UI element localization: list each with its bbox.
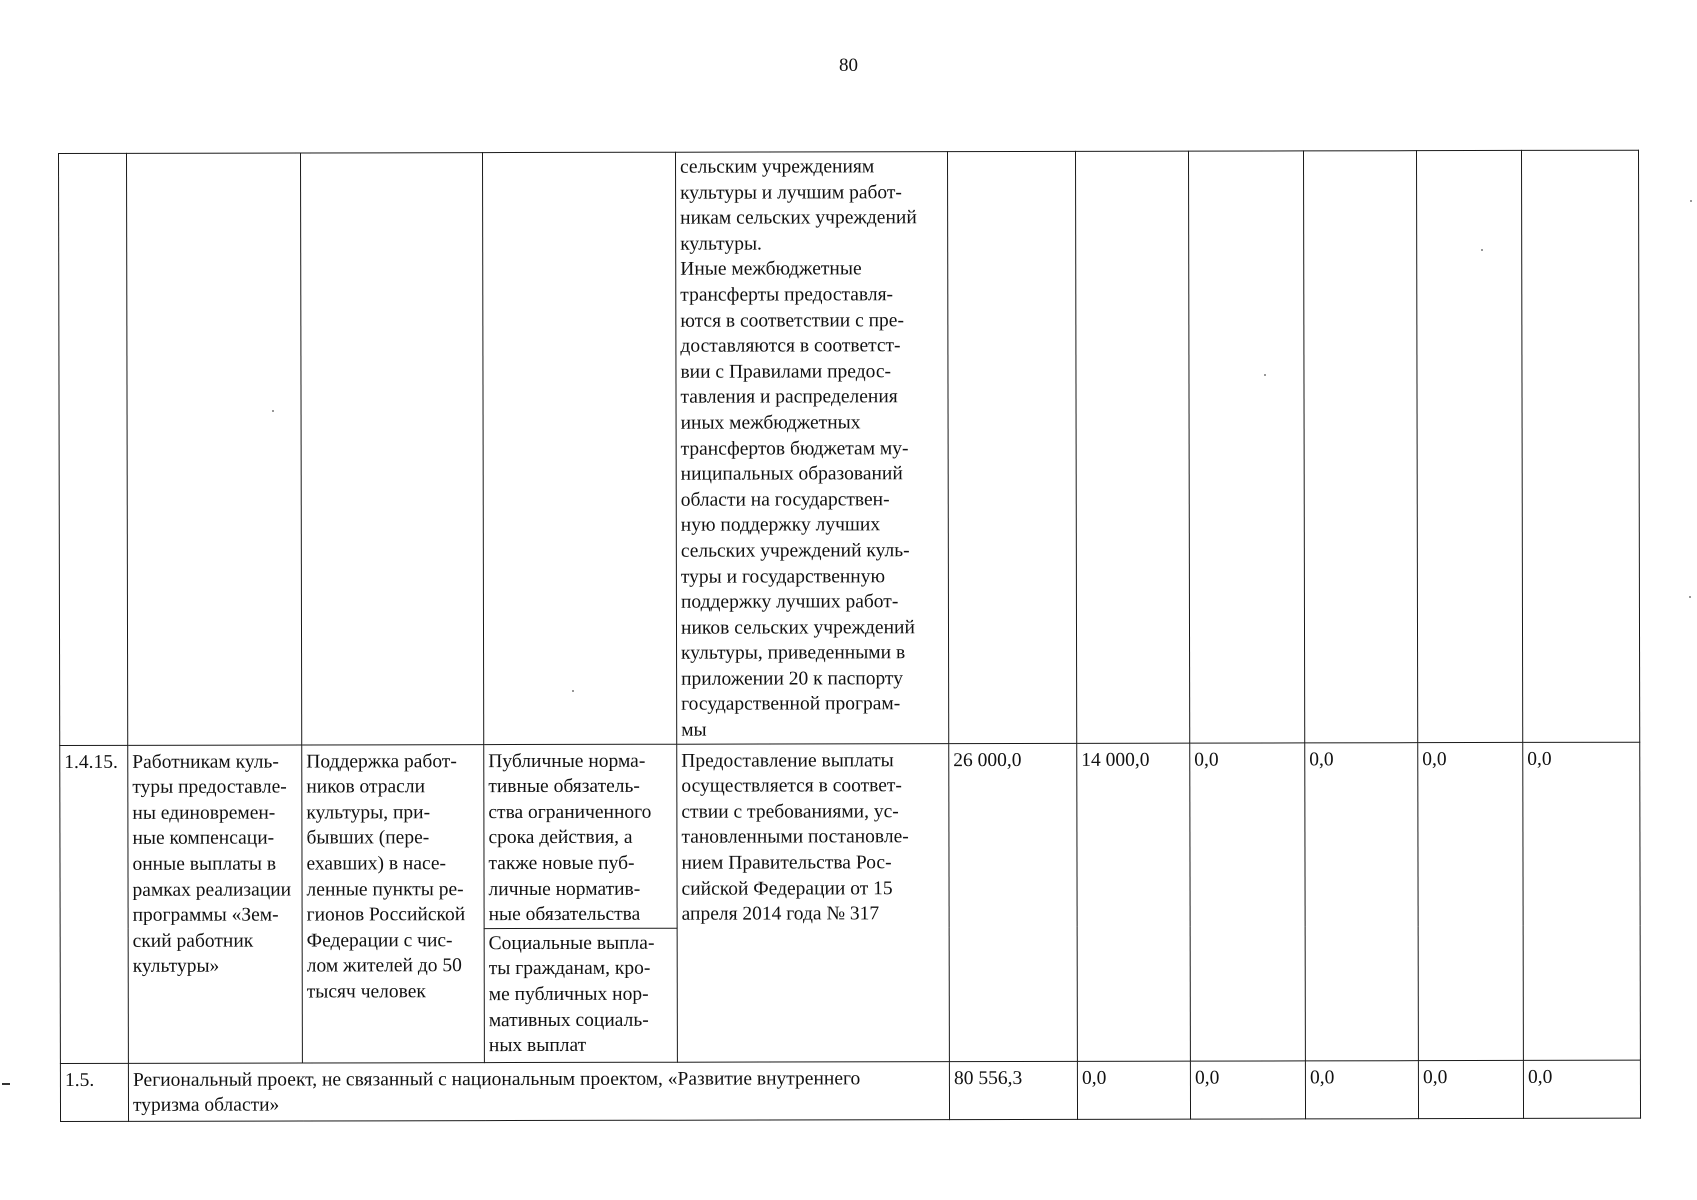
scan-speck (572, 690, 574, 692)
mechanism-cell: сельским учреждениям культуры и лучшим работ- никам сельских учреждений культуры. Иные межбюджетные трансферты предоставля- ются в соответствии с пре- доставляются в соответст- вии с Правилами предос- тавления и распределения иных межбюджетных трансфертов бюджетам му- ниципальных образований области на государствен- ную поддержку лучших сельских учреждений куль- туры и государственную поддержку лучших работ- ников сельских учреждений культуры, приведенными в приложении 20 к паспорту государственной програм- мы (675, 152, 948, 744)
table-row (60, 742, 1640, 929)
scan-speck (272, 410, 274, 412)
table-cell (301, 153, 484, 745)
table-cell (127, 153, 302, 745)
value-cell: 0,0 (1190, 743, 1306, 1061)
obligation-type-cell: Публичные норма- тивные обязатель- ства ограниченного срока действия, а также новые пуб- личные норматив- ные обязательства (484, 744, 677, 929)
table-cell (947, 151, 1076, 743)
event-name-cell: Работникам куль- туры предоставле- ны единовремен- ные компенсаци- онные выплаты в рамках реализации программы «Зем- ский работник культуры» (128, 745, 303, 1064)
row-number-cell: 1.5. (60, 1063, 128, 1121)
table-cell (1303, 151, 1417, 743)
value-cell: 0,0 (1190, 1061, 1305, 1119)
budget-table (58, 150, 1640, 1122)
value-cell: 80 556,3 (949, 1061, 1077, 1119)
scan-speck (1689, 596, 1691, 598)
value-cell: 0,0 (1523, 1060, 1640, 1118)
mechanism-cell: Предоставление выплаты осуществляется в соответ- ствии с требованиями, ус- тановленными постановле- нием Правительства Рос- сийской Федерации от 15 апреля 2014 года № 317 (677, 743, 950, 1062)
table-cell (483, 152, 677, 744)
value-cell: 26 000,0 (949, 743, 1078, 1061)
value-cell: 0,0 (1523, 742, 1641, 1060)
table-cell (1075, 151, 1189, 743)
project-name-cell: Региональный проект, не связанный с национальным проектом, «Развитие внутреннего туризма области» (128, 1061, 949, 1121)
table-cell (1188, 151, 1304, 743)
row-number-cell: 1.4.15. (60, 745, 129, 1063)
value-cell: 0,0 (1418, 1060, 1523, 1118)
value-cell: 0,0 (1418, 742, 1524, 1060)
scan-speck (1481, 249, 1483, 251)
table-cell (59, 153, 128, 745)
scan-speck (1690, 200, 1692, 202)
value-cell: 0,0 (1077, 1061, 1190, 1119)
scan-mark (2, 1083, 10, 1085)
value-cell: 14 000,0 (1077, 743, 1191, 1061)
table-row (59, 150, 1640, 745)
obligation-type-cell: Социальные выпла- ты гражданам, кро- ме публичных нор- мативных социаль- ных выплат (484, 928, 677, 1062)
scan-speck (1264, 374, 1266, 376)
goal-cell: Поддержка работ- ников отрасли культуры, при- бывших (пере- ехавших) в насе- ленные пункты ре- гионов Российской Федерации с чис- лом жителей до 50 тысяч человек (302, 744, 485, 1063)
table-cell (1416, 150, 1522, 742)
page-number: 80 (839, 55, 858, 76)
table-row (60, 1060, 1640, 1121)
value-cell: 0,0 (1305, 1060, 1418, 1118)
table-cell (1521, 150, 1639, 742)
value-cell: 0,0 (1305, 742, 1419, 1060)
